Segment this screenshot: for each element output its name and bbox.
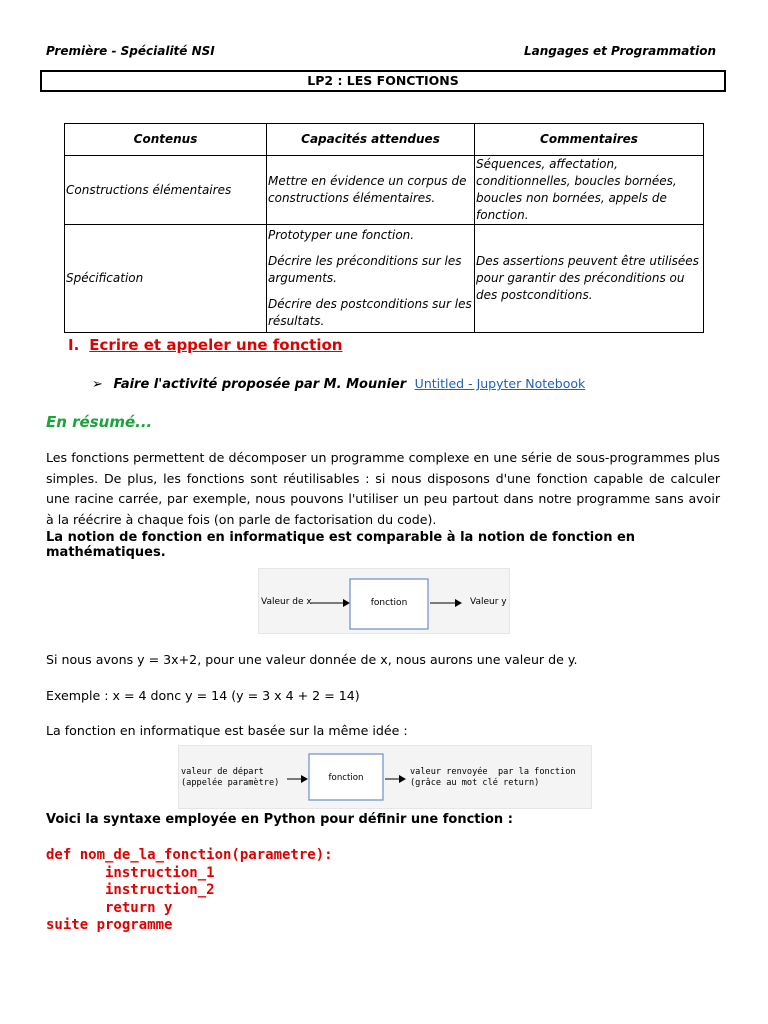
diagram-return-label	[410, 767, 576, 789]
program-table	[64, 123, 704, 333]
intro-paragraph: Les fonctions permettent de décomposer un programme complexe en une série de sous-programmes plus simples. De plus, les fonctions sont réutilisables : si nous disposons d'une fonction capable de calculer une racine carrée, par exemple, nous pouvons l'utiliser un peu partout dans notre programme sans avoir à la réécrire à chaque fois (on parle de factorisation du code).	[46, 450, 720, 527]
table-cell-capacites	[267, 225, 475, 333]
numeric-example-line: Exemple : x = 4 donc y = 14 (y = 3 x 4 + 2 = 14)	[46, 688, 360, 703]
capacite-item: Décrire des postconditions sur les résultats.	[268, 297, 472, 328]
syntax-heading: Voici la syntaxe employée en Python pour définir une fonction :	[46, 812, 513, 827]
resume-heading: En résumé...	[46, 413, 153, 431]
diagram-output-label: Valeur y	[470, 597, 507, 607]
activity-text: Faire l'activité proposée par M. Mounier	[113, 377, 407, 392]
table-cell-commentaire: Séquences, affectation, conditionnelles, boucles bornées, boucles non bornées, appels de fonction.	[475, 156, 704, 225]
same-idea-line: La fonction en informatique est basée sur la même idée :	[46, 723, 408, 738]
diagram-return-line: (grâce au mot clé return)	[410, 778, 540, 788]
python-code-block: def nom_de_la_fonction(parametre): instruction_1 instruction_2 return y suite programme	[46, 847, 333, 933]
table-header-cell: Contenus	[65, 124, 267, 156]
header-left: Première - Spécialité NSI	[46, 44, 215, 58]
header-right: Langages et Programmation	[523, 44, 716, 58]
table-header-cell: Capacités attendues	[267, 124, 475, 156]
table-cell-contenu: Constructions élémentaires	[65, 156, 267, 225]
section-number: I.	[68, 336, 80, 354]
diagram-param-label	[181, 767, 279, 789]
diagram-param-line: (appelée paramètre)	[181, 778, 280, 788]
diagram-box-label: fonction	[370, 598, 408, 608]
table-cell-commentaire: Des assertions peuvent être utilisées pour garantir des préconditions ou des postconditions.	[475, 225, 704, 333]
capacite-item: Décrire les préconditions sur les arguments.	[268, 254, 462, 285]
table-row	[65, 156, 704, 225]
math-example-line: Si nous avons y = 3x+2, pour une valeur donnée de x, nous aurons une valeur de y.	[46, 652, 578, 667]
table-header-row	[65, 124, 704, 156]
activity-bullet	[92, 376, 585, 392]
function-diagram-python	[178, 745, 592, 809]
diagram-param-line: valeur de départ	[181, 767, 264, 777]
capacite-item: Prototyper une fonction.	[268, 228, 415, 242]
table-cell-capacites	[267, 156, 475, 225]
arrow-bullet-icon: ➢	[92, 377, 103, 392]
table-row	[65, 225, 704, 333]
section-title	[68, 336, 342, 354]
diagram-input-label: Valeur de x	[261, 597, 312, 607]
notion-statement: La notion de fonction en informatique est comparable à la notion de fonction en mathématiques.	[46, 530, 636, 560]
section-title-text: Ecrire et appeler une fonction	[89, 336, 343, 354]
diagram-return-line: valeur renvoyée par la fonction	[410, 767, 576, 777]
capacite-item: Mettre en évidence un corpus de constructions élémentaires.	[268, 174, 467, 205]
diagram-box-label: fonction	[328, 773, 364, 783]
table-cell-contenu: Spécification	[65, 225, 267, 333]
document-title: LP2 : LES FONCTIONS	[40, 70, 726, 92]
table-header-cell: Commentaires	[475, 124, 704, 156]
jupyter-notebook-link[interactable]: Untitled - Jupyter Notebook	[414, 376, 586, 391]
function-diagram-math	[258, 568, 510, 634]
